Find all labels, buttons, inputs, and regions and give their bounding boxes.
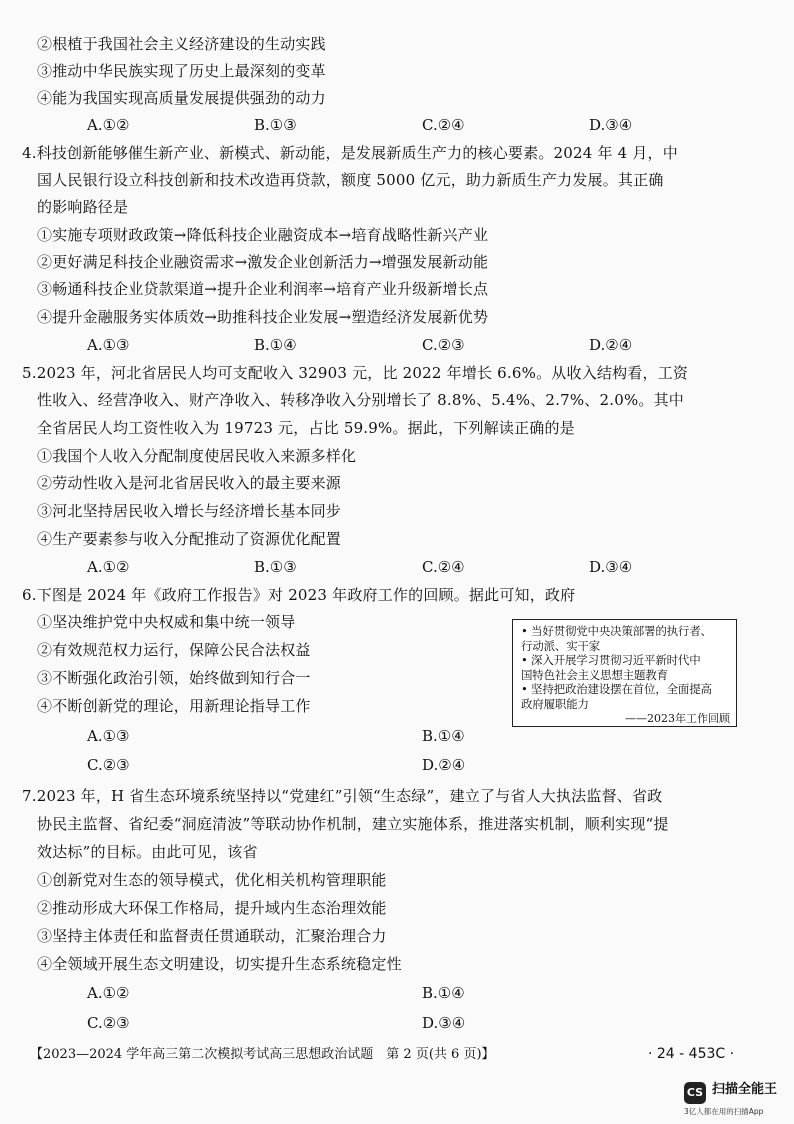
q4-stem-line-2: 国人民银行设立科技创新和技术改造再贷款，额度 5000 亿元，助力新质生产力发展。其正确 xyxy=(37,171,664,189)
q4-item-2: ②更好满足科技企业融资需求→激发企业创新活力→增强发展新动能 xyxy=(37,253,489,271)
q4-stem-line-1: 4.科技创新能够催生新产业、新模式、新动能，是发展新质生产力的核心要素。2024 年 4 月，中 xyxy=(22,144,678,162)
q4-option-b: B.①④ xyxy=(254,336,297,354)
q7-stem-line-1: 7.2023 年，H 省生态环境系统坚持以“党建红”引领“生态绿”，建立了与省人大执法监督、省政 xyxy=(22,787,663,805)
q5-item-2: ②劳动性收入是河北省居民收入的最主要来源 xyxy=(37,474,342,492)
q7-item-4: ④全领域开展生态文明建设，切实提升生态系统稳定性 xyxy=(37,955,402,973)
q6-option-d: D.②④ xyxy=(422,756,466,774)
page-footer: 【2023—2024 学年高三第二次模拟考试高三思想政治试题 第 2 页(共 6 页)】 xyxy=(30,1047,495,1062)
box-line-5: • 坚持把政治建设摆在首位，全面提高 xyxy=(521,682,712,696)
q5-item-1: ①我国个人收入分配制度使居民收入来源多样化 xyxy=(37,447,357,465)
q6-item-1: ①坚决维护党中央权威和集中统一领导 xyxy=(37,613,296,631)
q3-option-b: B.①③ xyxy=(254,116,297,134)
watermark-subtitle: 3亿人都在用的扫描App xyxy=(684,1107,764,1116)
q7-item-1: ①创新党对生态的领导模式，优化相关机构管理职能 xyxy=(37,871,387,889)
box-line-3: • 深入开展学习贯彻习近平新时代中 xyxy=(521,653,701,667)
exam-code: · 24 - 453C · xyxy=(648,1046,735,1062)
q4-item-3: ③畅通科技企业贷款渠道→提升企业利润率→培育产业升级新增长点 xyxy=(37,280,489,298)
box-source: ——2023年工作回顾 xyxy=(625,712,730,725)
q6-stem: 6.下图是 2024 年《政府工作报告》对 2023 年政府工作的回顾。据此可知，政府 xyxy=(22,586,576,604)
q5-item-3: ③河北坚持居民收入增长与经济增长基本同步 xyxy=(37,502,342,520)
q4-option-d: D.②④ xyxy=(589,336,633,354)
q7-option-a: A.①② xyxy=(87,984,130,1002)
q6-option-c: C.②③ xyxy=(87,756,130,774)
q4-option-a: A.①③ xyxy=(87,336,130,354)
q5-option-c: C.②④ xyxy=(422,558,465,576)
camscanner-logo-icon: CS xyxy=(684,1082,706,1104)
q7-stem-line-3: 效达标”的目标。由此可见，该省 xyxy=(37,843,258,861)
q3-item-2: ②根植于我国社会主义经济建设的生动实践 xyxy=(37,35,326,53)
q5-stem-line-2: 性收入、经营净收入、财产净收入、转移净收入分别增长了 8.8%、5.4%、2.7%、2.0%。其中 xyxy=(37,391,685,409)
q6-option-b: B.①④ xyxy=(422,727,465,745)
q3-option-d: D.③④ xyxy=(589,116,633,134)
q7-item-3: ③坚持主体责任和监督责任贯通联动，汇聚治理合力 xyxy=(37,927,387,945)
box-line-2: 行动派、实干家 xyxy=(521,638,601,653)
q3-option-c: C.②④ xyxy=(422,116,465,134)
q4-stem-line-3: 的影响路径是 xyxy=(37,198,129,216)
q5-stem-line-3: 全省居民人均工资性收入为 19723 元，占比 59.9%。据此，下列解读正确的是 xyxy=(37,419,575,437)
q3-item-4: ④能为我国实现高质量发展提供强劲的动力 xyxy=(37,89,326,107)
q7-option-b: B.①④ xyxy=(422,984,465,1002)
q6-option-a: A.①③ xyxy=(87,727,130,745)
q6-item-2: ②有效规范权力运行，保障公民合法权益 xyxy=(37,641,311,659)
box-line-4: 国特色社会主义思想主题教育 xyxy=(521,667,668,682)
q7-option-c: C.②③ xyxy=(87,1014,130,1032)
q5-stem-line-1: 5.2023 年，河北省居民人均可支配收入 32903 元，比 2022 年增长 6.6%。从收入结构看，工资 xyxy=(22,364,689,382)
q7-option-d: D.③④ xyxy=(422,1014,466,1032)
q4-item-4: ④提升金融服务实体质效→助推科技企业发展→塑造经济发展新优势 xyxy=(37,308,489,326)
q6-item-4: ④不断创新党的理论，用新理论指导工作 xyxy=(37,697,311,715)
work-review-box xyxy=(512,619,737,727)
q6-item-3: ③不断强化政治引领，始终做到知行合一 xyxy=(37,669,311,687)
q7-stem-line-2: 协民主监督、省纪委“洞庭清波”等联动协作机制，建立实施体系，推进落实机制，顺利实现“提 xyxy=(37,815,669,833)
q4-option-c: C.②③ xyxy=(422,336,465,354)
q3-option-a: A.①② xyxy=(87,116,130,134)
q4-item-1: ①实施专项财政政策→降低科技企业融资成本→培育战略性新兴产业 xyxy=(37,226,489,244)
q7-item-2: ②推动形成大环保工作格局，提升域内生态治理效能 xyxy=(37,899,387,917)
q5-option-a: A.①② xyxy=(87,558,130,576)
q5-option-b: B.①③ xyxy=(254,558,297,576)
q3-item-3: ③推动中华民族实现了历史上最深刻的变革 xyxy=(37,62,326,80)
box-line-6: 政府履职能力 xyxy=(521,696,589,711)
box-line-1: • 当好贯彻党中央决策部署的执行者、 xyxy=(521,624,712,638)
q5-option-d: D.③④ xyxy=(589,558,633,576)
q5-item-4: ④生产要素参与收入分配推动了资源优化配置 xyxy=(37,530,342,548)
watermark-title: 扫描全能王 xyxy=(712,1082,778,1097)
